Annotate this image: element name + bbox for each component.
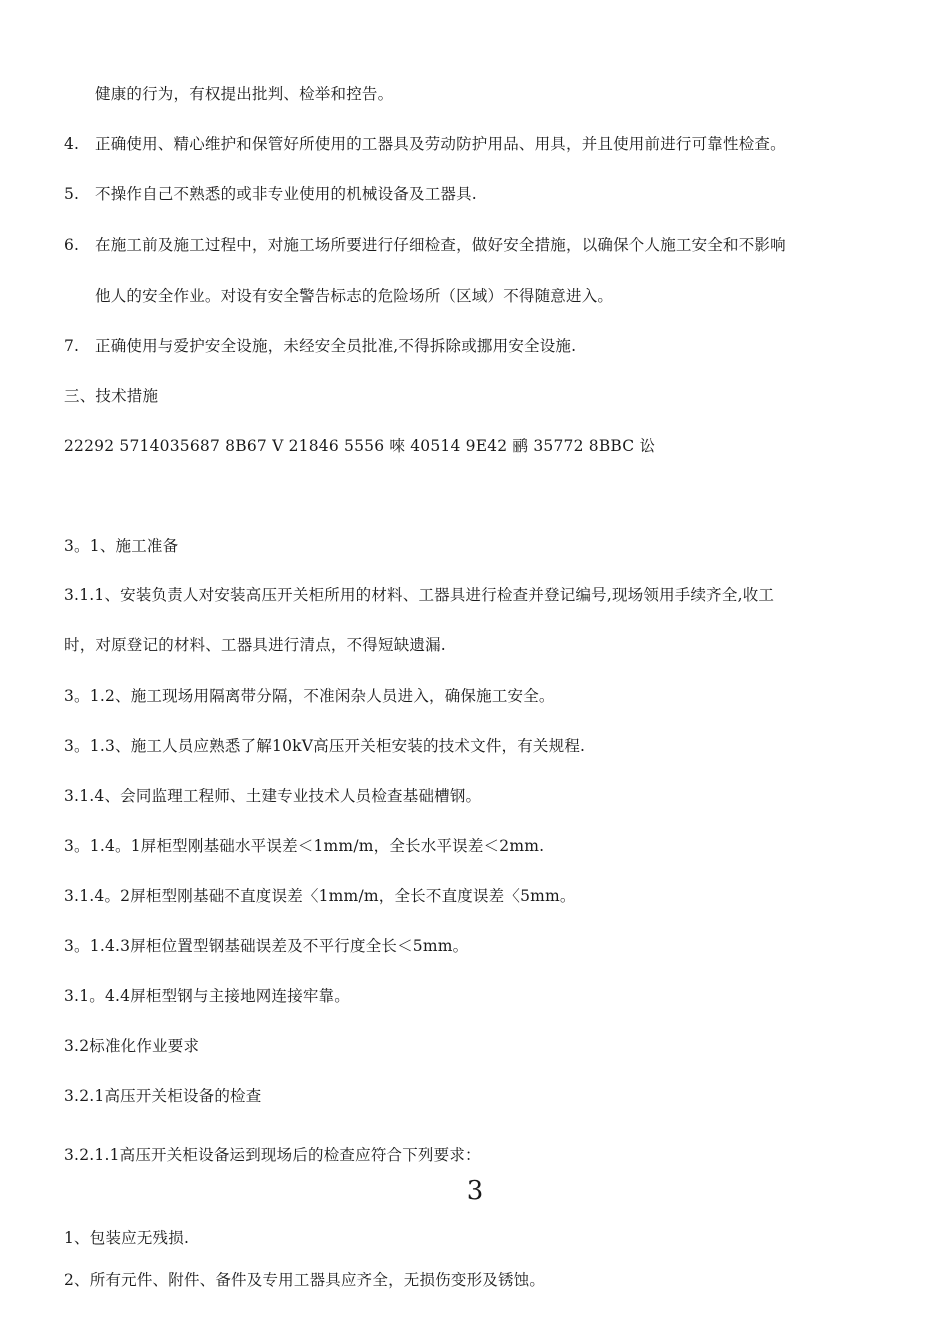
list-text: 不操作自己不熟悉的或非专业使用的机械设备及工器具.: [95, 185, 477, 203]
paragraph: 3。1.3、施工人员应熟悉了解10kV高压开关柜安装的技术文件，有关规程.: [64, 737, 586, 755]
list-number: 7.: [64, 337, 80, 355]
paragraph: 3。1.4.3屏柜位置型钢基础误差及不平行度全长＜5mm。: [64, 937, 469, 955]
paragraph: 3.1.4、会同监理工程师、土建专业技术人员检查基础槽钢。: [64, 787, 482, 805]
list-number: 6.: [64, 236, 80, 254]
subsection-heading: 3.2标准化作业要求: [64, 1037, 200, 1055]
list-item-4: [64, 134, 786, 154]
paragraph-continuation: 时，对原登记的材料、工器具进行清点，不得短缺遗漏.: [64, 636, 446, 654]
paragraph: 3.2.1.1高压开关柜设备运到现场后的检查应符合下列要求：: [64, 1146, 481, 1164]
list-item: 1、包装应无残损.: [64, 1229, 190, 1247]
paragraph: 3.1.1、安装负责人对安装高压开关柜所用的材料、工器具进行检查并登记编号,现场领用手续齐全,收工: [64, 586, 775, 604]
list-number: 4.: [64, 135, 80, 153]
paragraph: 3。1.2、施工现场用隔离带分隔，不准闲杂人员进入，确保施工安全。: [64, 687, 555, 705]
code-line: 22292 5714035687 8B67 V 21846 5556 唻 40514 9E42 鹂 35772 8BBC 讼: [64, 437, 656, 455]
paragraph: 3.1。4.4屏柜型钢与主接地网连接牢靠。: [64, 987, 351, 1005]
paragraph: 3.1.4。2屏柜型刚基础不直度误差〈1mm/m，全长不直度误差〈5mm。: [64, 887, 576, 905]
list-item-7: [64, 336, 576, 356]
list-number: 5.: [64, 185, 80, 203]
list-item-6: [64, 235, 786, 255]
list-text: 正确使用、精心维护和保管好所使用的工器具及劳动防护用品、用具，并且使用前进行可靠性检查。: [95, 135, 786, 153]
list-text: 在施工前及施工过程中，对施工场所要进行仔细检查，做好安全措施，以确保个人施工安全和不影响: [95, 236, 786, 254]
list-item-5: [64, 184, 477, 204]
list-item-6-continuation: 他人的安全作业。对设有安全警告标志的危险场所（区域）不得随意进入。: [95, 287, 614, 305]
subsection-heading: 3.2.1高压开关柜设备的检查: [64, 1087, 262, 1105]
section-heading: 三、技术措施: [64, 387, 159, 405]
paragraph: 3。1.4。1屏柜型刚基础水平误差＜1mm/m，全长水平误差＜2mm.: [64, 837, 545, 855]
page-number: 3: [466, 1176, 484, 1206]
subsection-heading: 3。1、施工准备: [64, 537, 179, 555]
list-text: 正确使用与爱护安全设施，未经安全员批准,不得拆除或挪用安全设施.: [95, 337, 577, 355]
list-item: 2、所有元件、附件、备件及专用工器具应齐全，无损伤变形及锈蚀。: [64, 1271, 546, 1289]
list-item-3-continuation: 健康的行为，有权提出批判、检举和控告。: [95, 85, 394, 103]
